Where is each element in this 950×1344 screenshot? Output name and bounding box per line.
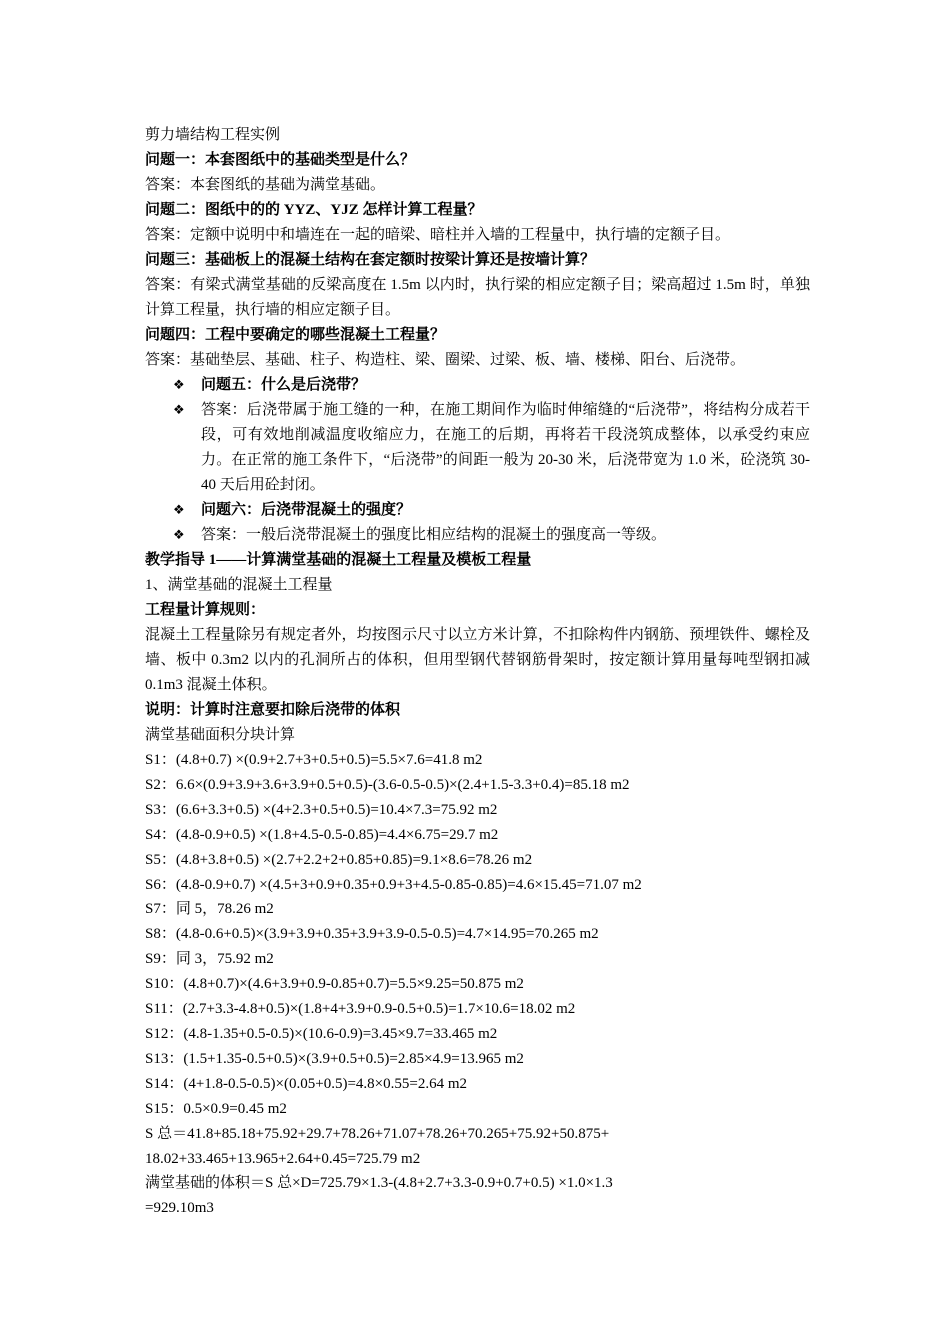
total-line-1: S 总＝41.8+85.18+75.92+29.7+78.26+71.07+78.26+70.265+75.92+50.875+	[145, 1125, 610, 1142]
question-2: 问题二：图纸中的的 YYZ、YJZ 怎样计算工程量？	[145, 202, 483, 218]
question-1: 问题一：本套图纸中的基础类型是什么？	[145, 152, 416, 168]
diamond-bullet-icon: ❖	[173, 503, 185, 518]
area-line: S10：(4.8+0.7)×(4.6+3.9+0.9-0.85+0.7)=5.5×9.25=50.875 m2	[145, 976, 524, 993]
answer-1: 答案：本套图纸的基础为满堂基础。	[145, 177, 386, 193]
answer-2: 答案：定额中说明中和墙连在一起的暗梁、暗柱并入墙的工程量中，执行墙的定额子目。	[145, 227, 731, 243]
area-line: S2：6.6×(0.9+3.9+3.6+3.9+0.5+0.5)-(3.6-0.5-0.5)×(2.4+1.5-3.3+0.4)=85.18 m2	[145, 776, 630, 793]
bullet-answer-5	[145, 398, 810, 498]
area-line: S12：(4.8-1.35+0.5-0.5)×(10.6-0.9)=3.45×9.7=33.465 m2	[145, 1025, 498, 1042]
area-line: S5：(4.8+3.8+0.5) ×(2.7+2.2+2+0.85+0.85)=9.1×8.6=78.26 m2	[145, 851, 533, 868]
area-line: S3：(6.6+3.3+0.5) ×(4+2.3+0.5+0.5)=10.4×7.3=75.92 m2	[145, 801, 498, 818]
diamond-bullet-icon: ❖	[173, 403, 185, 418]
answer-5: 答案：后浇带属于施工缝的一种，在施工期间作为临时伸缩缝的“后浇带”，将结构分成若干段，可有效地削减温度收缩应力，在施工的后期，再将若干段浇筑成整体，以承受约束应力。在正常的施工条件下，“后浇带”的间距一般为 20-30 米，后浇带宽为 1.0 米，砼浇筑 30-40 天后用砼封闭。	[201, 402, 810, 493]
answer-4: 答案：基础垫层、基础、柱子、构造柱、梁、圈梁、过梁、板、墙、楼梯、阳台、后浇带。	[145, 352, 746, 368]
total-line-2: 18.02+33.465+13.965+2.64+0.45=725.79 m2	[145, 1150, 421, 1167]
area-line: S8：(4.8-0.6+0.5)×(3.9+3.9+0.35+3.9+3.9-0.5-0.5)=4.7×14.95=70.265 m2	[145, 926, 599, 943]
diamond-bullet-icon: ❖	[173, 528, 185, 543]
area-line: S9：同 3，75.92 m2	[145, 951, 274, 968]
doc-title: 剪力墙结构工程实例	[145, 127, 281, 143]
subsection-heading: 1、满堂基础的混凝土工程量	[145, 577, 333, 593]
area-line: S15：0.5×0.9=0.45 m2	[145, 1100, 287, 1117]
rule-heading: 工程量计算规则：	[145, 602, 266, 618]
rule-text: 混凝土工程量除另有规定者外，均按图示尺寸以立方米计算，不扣除构件内钢筋、预埋铁件、螺栓及墙、板中 0.3m2 以内的孔洞所占的体积，但用型钢代替钢筋骨架时，按定额计算用量每吨型钢扣减 0.1m3 混凝土体积。	[145, 627, 810, 693]
document-page	[145, 123, 810, 1221]
area-calculation-list	[145, 748, 810, 1221]
answer-6: 答案：一般后浇带混凝土的强度比相应结构的混凝土的强度高一等级。	[201, 527, 667, 543]
bullet-question-5	[145, 373, 810, 398]
volume-line-2: =929.10m3	[145, 1200, 214, 1217]
guide-heading: 教学指导 1——计算满堂基础的混凝土工程量及模板工程量	[145, 552, 532, 568]
area-line: S14：(4+1.8-0.5-0.5)×(0.05+0.5)=4.8×0.55=2.64 m2	[145, 1075, 467, 1092]
answer-3: 答案：有梁式满堂基础的反梁高度在 1.5m 以内时，执行梁的相应定额子目；梁高超过 1.5m 时，单独计算工程量，执行墙的相应定额子目。	[145, 277, 810, 318]
area-line: S6：(4.8-0.9+0.7) ×(4.5+3+0.9+0.35+0.9+3+4.5-0.85-0.85)=4.6×15.45=71.07 m2	[145, 876, 642, 893]
area-line: S13：(1.5+1.35-0.5+0.5)×(3.9+0.5+0.5)=2.85×4.9=13.965 m2	[145, 1050, 524, 1067]
bullet-answer-6	[145, 523, 810, 548]
question-5: 问题五：什么是后浇带？	[201, 377, 367, 393]
area-line: S7：同 5，78.26 m2	[145, 901, 274, 918]
volume-line-1: 满堂基础的体积＝S 总×D=725.79×1.3-(4.8+2.7+3.3-0.9+0.7+0.5) ×1.0×1.3	[145, 1175, 613, 1192]
area-heading: 满堂基础面积分块计算	[145, 727, 296, 743]
bullet-question-6	[145, 498, 810, 523]
question-4: 问题四：工程中要确定的哪些混凝土工程量？	[145, 327, 446, 343]
area-line: S11：(2.7+3.3-4.8+0.5)×(1.8+4+3.9+0.9-0.5+0.5)=1.7×10.6=18.02 m2	[145, 1001, 576, 1018]
question-3: 问题三：基础板上的混凝土结构在套定额时按梁计算还是按墙计算？	[145, 252, 596, 268]
area-line: S1：(4.8+0.7) ×(0.9+2.7+3+0.5+0.5)=5.5×7.6=41.8 m2	[145, 752, 483, 768]
diamond-bullet-icon: ❖	[173, 378, 185, 393]
area-line: S4：(4.8-0.9+0.5) ×(1.8+4.5-0.5-0.85)=4.4×6.75=29.7 m2	[145, 826, 499, 843]
question-6: 问题六：后浇带混凝土的强度？	[201, 502, 412, 518]
note-text: 说明：计算时注意要扣除后浇带的体积	[145, 702, 401, 718]
